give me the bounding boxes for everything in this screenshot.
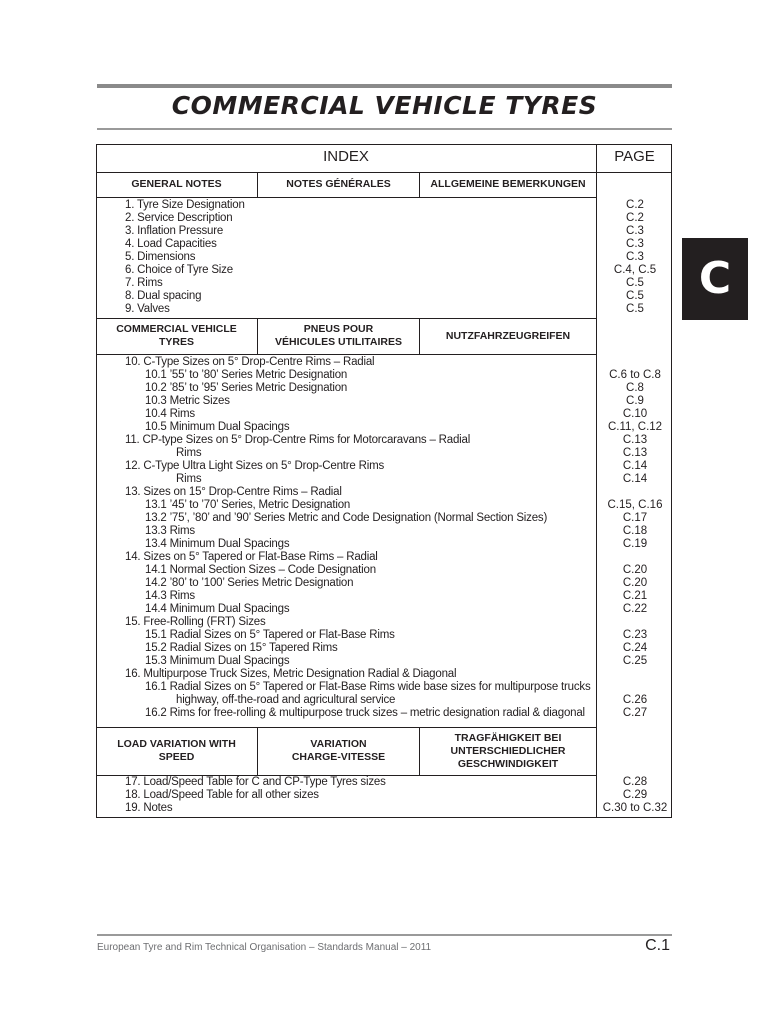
footer-text: European Tyre and Rim Technical Organisation – Standards Manual – 2011 xyxy=(97,942,432,953)
index-entry-page: C.5 xyxy=(626,290,644,302)
index-entry: 5. Dimensions xyxy=(125,251,196,263)
index-entry-page: C.13 xyxy=(622,434,648,446)
index-entry: 10. C-Type Sizes on 5° Drop-Centre Rims – Radial xyxy=(125,356,375,368)
index-entry: 13.2 ’75’, ’80’ and ’90’ Series Metric and Code Designation (Normal Section Sizes) xyxy=(145,512,548,524)
index-entry: 15.3 Minimum Dual Spacings xyxy=(145,655,290,667)
index-entry: 16. Multipurpose Truck Sizes, Metric Designation Radial & Diagonal xyxy=(125,668,457,680)
index-entry: 10.2 ’85’ to ’95’ Series Metric Designation xyxy=(145,382,348,394)
index-entry: 13. Sizes on 15° Drop-Centre Rims – Radial xyxy=(125,486,342,498)
index-entry-page: C.22 xyxy=(622,603,648,615)
g1-header-en: GENERAL NOTES xyxy=(131,178,222,190)
index-entry: 4. Load Capacities xyxy=(125,238,217,250)
index-entry-page: C.21 xyxy=(622,590,648,602)
index-entry: 3. Inflation Pressure xyxy=(125,225,224,237)
index-entry: 10.4 Rims xyxy=(145,408,195,420)
index-entry: 14.1 Normal Section Sizes – Code Designation xyxy=(145,564,376,576)
g1-header-de: ALLGEMEINE BEMERKUNGEN xyxy=(430,178,586,190)
index-entry: Rims xyxy=(176,447,202,459)
index-entry-page: C.5 xyxy=(626,277,644,289)
index-entry: 12. C-Type Ultra Light Sizes on 5° Drop-Centre Rims xyxy=(125,460,385,472)
index-entry-page: C.20 xyxy=(622,564,648,576)
index-entry: 15.1 Radial Sizes on 5° Tapered or Flat-Base Rims xyxy=(145,629,395,641)
g1-header-fr: NOTES GÉNÉRALES xyxy=(286,178,391,190)
index-entry-page: C.10 xyxy=(622,408,648,420)
index-entry-page: C.17 xyxy=(622,512,648,524)
index-entry: 14.2 ’80’ to ’100’ Series Metric Designation xyxy=(145,577,354,589)
index-entry: 6. Choice of Tyre Size xyxy=(125,264,233,276)
index-entry-page: C.30 to C.32 xyxy=(602,802,668,814)
index-entry-page: C.4, C.5 xyxy=(613,264,657,276)
index-entry-page: C.9 xyxy=(626,395,644,407)
index-entry: 14. Sizes on 5° Tapered or Flat-Base Rims – Radial xyxy=(125,551,378,563)
index-entry-page: C.26 xyxy=(622,694,648,706)
g3-header-fr: VARIATION CHARGE-VITESSE xyxy=(291,738,386,763)
index-entry-page: C.6 to C.8 xyxy=(609,369,661,381)
index-header: INDEX xyxy=(323,148,369,165)
index-entry-page: C.15, C.16 xyxy=(607,499,663,511)
index-entry-page: C.25 xyxy=(622,655,648,667)
index-entry: 10.5 Minimum Dual Spacings xyxy=(145,421,290,433)
index-entry: Rims xyxy=(176,473,202,485)
title-underline xyxy=(97,128,672,130)
index-entry: 10.3 Metric Sizes xyxy=(145,395,230,407)
g2-header-en: COMMERCIAL VEHICLE TYRES xyxy=(116,323,237,348)
index-entry: 13.1 ’45’ to ’70’ Series, Metric Designation xyxy=(145,499,351,511)
section-tab: C xyxy=(682,238,748,320)
index-entry: 13.3 Rims xyxy=(145,525,195,537)
index-entry-page: C.3 xyxy=(626,251,644,263)
index-entry-page: C.27 xyxy=(622,707,648,719)
index-entry: 9. Valves xyxy=(125,303,170,315)
g2-header-fr: PNEUS POUR VÉHICULES UTILITAIRES xyxy=(275,323,402,348)
page-column-divider xyxy=(596,144,597,818)
g2-header-de: NUTZFAHRZEUGREIFEN xyxy=(445,329,571,342)
index-entry: 15.2 Radial Sizes on 15° Tapered Rims xyxy=(145,642,338,654)
page-header: PAGE xyxy=(614,148,655,165)
index-entry: 18. Load/Speed Table for all other sizes xyxy=(125,789,319,801)
index-entry-page: C.28 xyxy=(622,776,648,788)
g3-header-en: LOAD VARIATION WITH SPEED xyxy=(117,738,236,763)
g1-header-bottom xyxy=(96,197,596,198)
index-entry-page: C.20 xyxy=(622,577,648,589)
index-entry: 16.2 Rims for free-rolling & multipurpose truck sizes – metric designation radial & diagonal xyxy=(145,707,585,719)
index-entry-page: C.2 xyxy=(626,212,644,224)
index-entry: 19. Notes xyxy=(125,802,173,814)
footer-rule xyxy=(97,934,672,936)
footer-page-number: C.1 xyxy=(645,937,670,954)
index-entry: 10.1 ’55’ to ’80’ Series Metric Designation xyxy=(145,369,348,381)
index-entry-page: C.3 xyxy=(626,238,644,250)
index-entry: 15. Free-Rolling (FRT) Sizes xyxy=(125,616,266,628)
index-entry: 16.1 Radial Sizes on 5° Tapered or Flat-Base Rims wide base sizes for multipurpose trucks xyxy=(145,681,591,693)
index-entry: 11. CP-type Sizes on 5° Drop-Centre Rims for Motorcaravans – Radial xyxy=(125,434,471,446)
index-entry-page: C.13 xyxy=(622,447,648,459)
index-entry-page: C.14 xyxy=(622,473,648,485)
index-entry-page: C.3 xyxy=(626,225,644,237)
index-entry-page: C.14 xyxy=(622,460,648,472)
index-entry-page: C.18 xyxy=(622,525,648,537)
index-entry: highway, off-the-road and agricultural service xyxy=(176,694,396,706)
index-entry: 1. Tyre Size Designation xyxy=(125,199,245,211)
index-entry-page: C.29 xyxy=(622,789,648,801)
index-entry-page: C.19 xyxy=(622,538,648,550)
g3-header-de: TRAGFÄHIGKEIT BEI UNTERSCHIEDLICHER GESCHWINDIGKEIT xyxy=(450,731,566,770)
page-title: COMMERCIAL VEHICLE TYRES xyxy=(171,91,598,120)
index-entry: 7. Rims xyxy=(125,277,163,289)
index-entry: 13.4 Minimum Dual Spacings xyxy=(145,538,290,550)
index-entry: 14.4 Minimum Dual Spacings xyxy=(145,603,290,615)
index-entry: 14.3 Rims xyxy=(145,590,195,602)
index-entry: 2. Service Description xyxy=(125,212,233,224)
index-entry-page: C.8 xyxy=(626,382,644,394)
index-entry-page: C.11, C.12 xyxy=(607,421,663,433)
index-entry-page: C.5 xyxy=(626,303,644,315)
index-entry-page: C.2 xyxy=(626,199,644,211)
index-entry-page: C.24 xyxy=(622,642,648,654)
index-entry: 8. Dual spacing xyxy=(125,290,202,302)
g2-header-bottom xyxy=(96,354,596,355)
index-entry-page: C.23 xyxy=(622,629,648,641)
index-entry: 17. Load/Speed Table for C and CP-Type Tyres sizes xyxy=(125,776,386,788)
